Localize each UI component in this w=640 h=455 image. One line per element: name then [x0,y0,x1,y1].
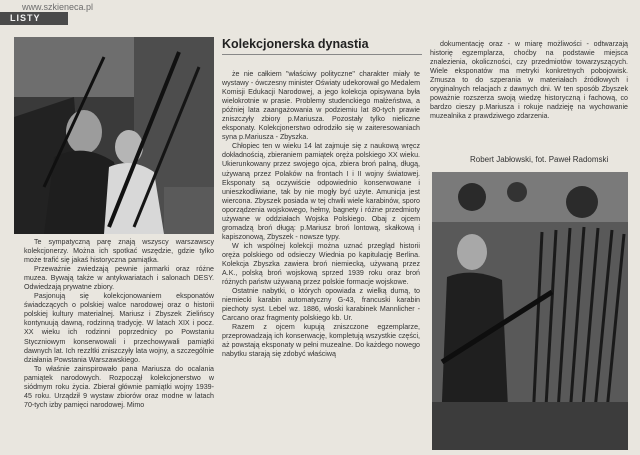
photo-father-and-son [14,37,214,234]
photo-credit: Robert Jabłowski, fot. Paweł Radomski [470,155,609,164]
column-1 [24,238,214,410]
paragraph: W ich wspólnej kolekcji można uznać przegląd historii oręża polskiego od odsieczy Wiednia po kapitulację Berlina. Kolekcja Zbyszka zawiera broń niemiecką, używaną przez A.K., polską broń wojskową sprzed 1939 roku oraz broń różnych państw używaną przez polskie formacje wojskowe. [222,241,420,287]
paragraph: Razem z ojcem kupują zniszczone egzemplarze, przeprowadzają ich konserwację, kompletują wszystkie części, aż powstają eksponaty w pełni muzealne. Do każdego nowego nabytku starają się zdobyć właściwą [222,323,420,359]
photo-image [432,172,628,450]
paragraph: Chłopiec ten w wieku 14 lat zajmuje się z naukową wręcz dokładnością, zbieraniem pamiątek oręża polskiego XX wieku. Ukierunkowany przez swojego ojca, zbiera broń palną, długą, używaną przez Polaków na frontach I i II wojny światowej. Eksponaty są oczywiście odpowiednio konserwowane i unieszkodliwiane, tak by nie mogły być użyte. Amunicja jest wiercona. Zbyszek posiada w tej chwili wiele karabinów, sporo oporządzenia wojskowego, hełmy, bagnety i różne przedmioty używane w oddziałach Wojska Polskiego. Obaj z ojcem gromadzą broń długą: p.Mariusz broń lontową, skałkową i kapiszonową, Zbyszek - nowsze typy. [222,142,420,241]
paragraph: że nie całkiem "właściwy polityczne" charakter miały te wystawy - ówczesny minister Oświaty udekorował go Medalem Komisji Edukacji Narodowej, a jego kolekcja opisywana była wielokrotnie w prasie. Problemy studenckiego małżeństwa, a później lata zaangażowania w podziemiu lat 80-tych prawie zniszczyły zbiory p.Mariusza. Pozostały tylko nieliczne eksponaty. Kolekcjonerstwo odrodziło się w zaiteresowaniach syna p.Mariusza - Zbyszka. [222,70,420,142]
paragraph: To właśnie zainspirowało pana Mariusza do ocalania pamiątek narodowych. Rozpoczął kolekcjonerstwo w siódmym roku życia. Zbierał głównie pamiątki wojny 1939-45 roku. Urządził 9 wystaw zbiorów oraz modne w latach 70-tych izby pamięci narodowej. Mimo [24,364,214,409]
paragraph: Przeważnie zwiedzają pewnie jarmarki oraz różne muzea. Bywają także w antykwariatach i salonach DESY. Odwiedzają prywatne zbiory. [24,265,214,292]
column-3 [430,40,628,121]
photo-image [14,37,214,234]
column-2 [222,70,420,360]
paragraph: Pasjonują się kolekcjonowaniem eksponatów świadczących o polskiej walce narodowej oraz o historii polskiej kultury materialnej. Mariusz i Zbyszek Zielińscy kontynuują dawną, rodzinną tradycję. W latach XIX i pocz. XX wieku ich rodzinni poprzednicy po Powstaniu Styczniowym konserwowali i przechowywali pamiątki dawnych lat. Ich rezzltki zniszczyły lata wojny, a szczególnie działania Powstania Warszawskiego. [24,292,214,364]
photo-rifle-collection [432,172,628,450]
title-rule [222,54,422,55]
paragraph: Ostatnie nabytki, o których opowiada z wielką dumą, to niemiecki karabin automatyczny G-43, francuski karabin piechoty syst. Lebel wz. 1886, włoski karabinek Mannlicher - Carcano oraz fragmenty polskiego kb. Ur. [222,287,420,323]
article-title: Kolekcjonerska dynastia [222,37,369,51]
paragraph: Te sympatyczną parę znają wszyscy warszawscy kolekcjonerzy. Można ich spotkać wszędzie, gdzie tylko może trafić się jakaś historyczna pamiątka. [24,238,214,265]
section-tag: LISTY [0,12,68,25]
paragraph: dokumentację oraz - w miarę możliwości - odtwarzają historię egzemplarza, choćby na podstawie miejsca znalezienia, okoliczności, czy przedmiotów towarzyszących. Wiele eksponatów ma metryki konkretnych pobojowisk. Zmusza to do szperania w materiałach źródłowych i oryginalnych relacjach z dawnych dni. W ten sposób Zbyszek poważnie rozszerza swoją wiedzę historyczną i fachową, co bardzo cieszy p.Mariusza i rokuje nadzieję na wychowanie muzealnika z prawdziwego zdarzenia. [430,40,628,121]
watermark: www.szkieneca.pl [22,2,94,12]
